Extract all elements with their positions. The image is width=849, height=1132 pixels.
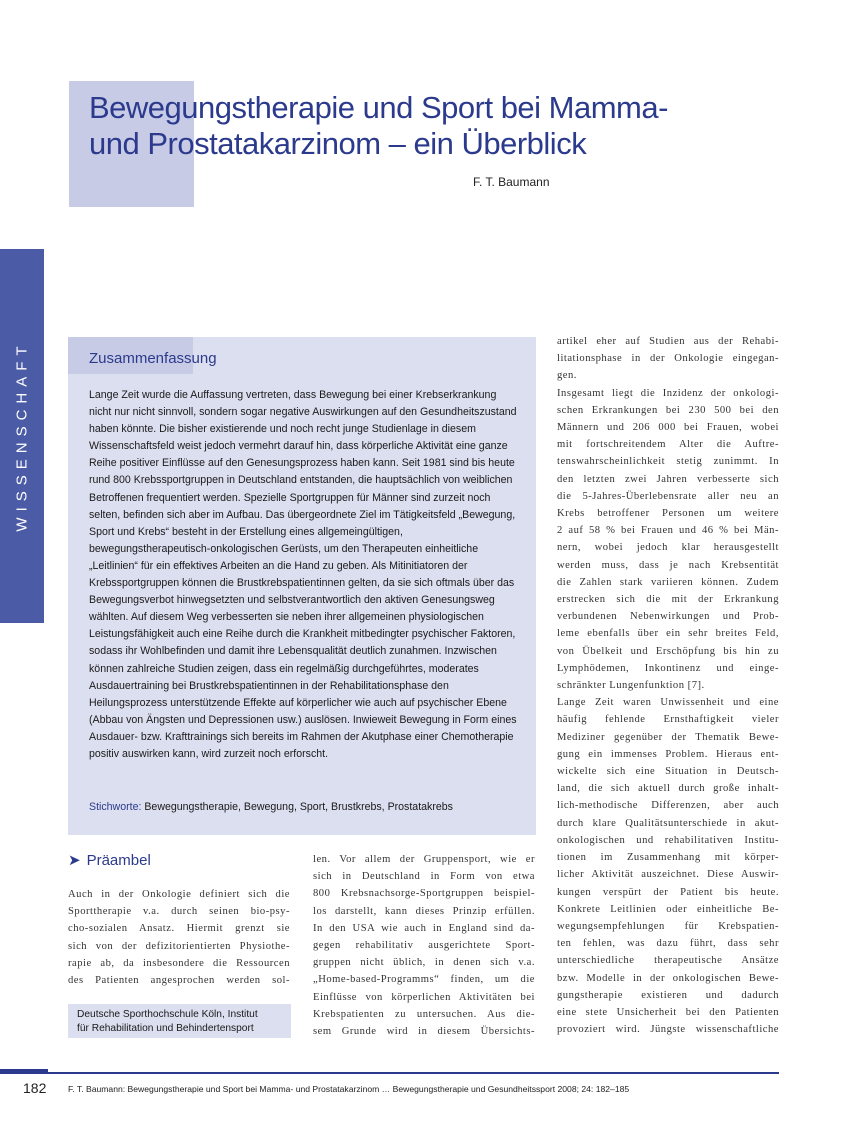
body-line: land, die sich aktuell durch große inhalt- — [557, 783, 779, 795]
body-line: von Übelkeit und Erschöpfung bis hin zu — [557, 645, 779, 657]
body-line: des Patienten angesprochen werden sol- — [68, 975, 290, 987]
keywords-list: Bewegungstherapie, Bewegung, Sport, Brustkrebs, Prostatakrebs — [144, 801, 453, 813]
affiliation-line-1: Deutsche Sporthochschule Köln, Institut — [77, 1009, 258, 1020]
body-line: wickelte sich eine Situation in Deutsch- — [557, 766, 779, 778]
body-line: Krebs betroffener Personen um weitere — [557, 508, 779, 520]
body-line: eine stete Unsicherheit bei den Patienten — [557, 1006, 779, 1018]
body-line: Konkrete Leitlinien oder einheitliche Be- — [557, 903, 779, 915]
body-line: bzw. Modelle in der onkologischen Bewe- — [557, 972, 779, 984]
body-line: wegungsempfehlungen für Krebspatien- — [557, 920, 779, 932]
body-line: schen Erkrankungen bei 230 500 bei den — [557, 404, 779, 416]
body-line: 800 Krebsnachsorge-Sportgruppen beispiel- — [313, 888, 535, 900]
body-line: In den USA wie auch in England sind da- — [313, 922, 535, 934]
body-line: tionen im Zusammenhang mit körper- — [557, 852, 779, 864]
body-line: den letzten zwei Jahren verbesserte sich — [557, 473, 779, 485]
body-line: onkologischen und rehabilitativen Institu- — [557, 834, 779, 846]
body-line: gungstherapie existieren und dadurch — [557, 989, 779, 1001]
body-line: tenswahrscheinlichkeit stetig zunimmt. In — [557, 456, 779, 468]
body-line: litationsphase in der Onkologie eingegan- — [557, 353, 779, 365]
body-line: Lange Zeit waren Unwissenheit und eine — [557, 697, 779, 709]
body-line: Einflüsse von körperlichen Aktivitäten bei — [313, 991, 535, 1003]
body-line: häufig fehlende Ernsthaftigkeit vieler — [557, 714, 779, 726]
title-line-2: und Prostatakarzinom – ein Überblick — [89, 126, 587, 161]
affiliation — [77, 1008, 287, 1035]
body-line: durch klare Qualitätsunterschiede in akut- — [557, 817, 779, 829]
body-line: rapie ab, da insbesondere die Ressourcen — [68, 957, 290, 969]
body-line: len. Vor allem der Gruppensport, wie er — [313, 854, 535, 865]
body-line: ten fehlen, was dazu führt, dass sehr — [557, 938, 779, 950]
footer-rule — [0, 1072, 779, 1074]
body-line: gruppen nicht üblich, in denen sich v.a. — [313, 957, 535, 969]
page-number: 182 — [23, 1080, 47, 1096]
body-line: Insgesamt liegt die Inzidenz der onkologi- — [557, 387, 779, 399]
body-line: 2 auf 58 % bei Frauen und 46 % bei Män- — [557, 525, 779, 537]
keywords-label: Stichworte: — [89, 801, 142, 813]
body-line: nern, wobei jedoch klar herausgestellt — [557, 542, 779, 554]
body-line: die Zahlen stark variieren können. Zudem — [557, 576, 779, 588]
body-line: gen. — [557, 370, 577, 382]
article-title — [89, 90, 789, 162]
body-line: „Home-based-Programms“ finden, um die — [313, 974, 535, 986]
arrow-right-icon: ➤ — [68, 852, 81, 869]
body-line: verbundenen Nebenwirkungen und Prob- — [557, 611, 779, 623]
body-column-1 — [68, 886, 290, 989]
body-line: sich in Deutschland in Form von etwa — [313, 871, 535, 883]
body-line: cho-sozialen Ansatz. Hiermit grenzt sie — [68, 923, 290, 935]
abstract-body: Lange Zeit wurde die Auffassung vertreten, dass Bewegung bei einer Krebserkrankung nicht nur nicht sinnvoll, sondern sogar negative Auswirkungen auf den Gesundheitszustand haben könnte. Die bisher existierende und noch recht junge Studienlage in diesem Wissenschaftsfeld weist jedoch vermehrt darauf hin, dass körperliche Aktivität eine ganze Reihe positiver Einflüsse auf den Genesungsprozess haben kann. Seit 1981 sind bis heute rund 800 Krebssportgruppen in Deutschland entstanden, die hauptsächlich von weiblichen Betroffenen frequentiert werden. Spezielle Sportgruppen für Männer sind zurzeit noch selten, befinden sich aber im Aufbau. Das übergeordnete Ziel im Tätigkeitsfeld „Bewegung, Sport und Krebs“ besteht in der Erstellung eines allgemeingültigen, bewegungstherapeutisch-onkologischen Gerüsts, um den Therapeuten einheitliche „Leitlinien“ für ein effektives Arbeiten an die Hand zu geben. Als Mitinitiatoren der Krebssportgruppen können die Brustkrebspatientinnen gelten, da sie sich oftmals über das Bewegungsverbot hinwegsetzten und selbstverantwortlich den aktiven Genesungsweg wählten. Auf diesem Weg verbesserten sie neben ihrer allgemeinen physiologischen Leistungsfähigkeit auch eine Reihe durch die Krankheit mitbedingter psychischer Faktoren, sodass ihr Wohlbefinden und damit ihre Lebensqualität deutlich zunahmen. Inzwischen können zahlreiche Studien zeigen, dass ein regelmäßig durchgeführtes, moderates Ausdauertraining bei Brustkrebspatientinnen in der Rehabilitationsphase den Heilungsprozess unterstützende Effekte auf körperlicher wie auch auf psychischer Ebene (Abbau von Ängsten und Depressionen usw.) auslösen. Inwieweit Bewegung in Form eines Ausdauer- bzw. Krafttrainings sich bereits im Rahmen der Akutphase einer Chemotherapie positiv auswirken kann, wird zurzeit noch erforscht. — [89, 389, 517, 760]
section-side-label: WISSENSCHAFT — [13, 340, 31, 532]
body-line: lich-methodische Differenzen, aber auch — [557, 800, 779, 812]
body-line: provoziert wird. Jüngste wissenschaftliche — [557, 1024, 779, 1036]
body-line: leme ebenfalls über ein sehr breites Feld, — [557, 628, 779, 640]
body-line: artikel eher auf Studien aus der Rehabi- — [557, 336, 779, 347]
body-line: werden muss, dass je nach Krebsentität — [557, 559, 779, 571]
body-line: Lymphödemen, Inkontinenz und einge- — [557, 662, 779, 674]
preamble-heading-text: Präambel — [86, 852, 151, 869]
body-line: sich von der defizitorientierten Physiothe- — [68, 940, 290, 952]
body-line: gegen rehabilitativ ausgerichtete Sport- — [313, 940, 535, 952]
body-line: gung ein immenses Problem. Hieraus ent- — [557, 748, 779, 760]
body-line: sem Grunde wird in diesem Übersichts- — [313, 1026, 535, 1038]
article-author: F. T. Baumann — [473, 175, 550, 189]
abstract-heading: Zusammenfassung — [89, 350, 217, 367]
footer-page-tab — [0, 1069, 48, 1074]
body-line: erstrecken sich die mit der Erkrankung — [557, 594, 779, 606]
title-line-1: Bewegungstherapie und Sport bei Mamma- — [89, 90, 668, 125]
body-line: Auch in der Onkologie definiert sich die — [68, 889, 290, 900]
body-line: Sporttherapie v.a. durch seinen bio-psy- — [68, 906, 290, 918]
body-line: schränkter Lungenfunktion [7]. — [557, 680, 705, 692]
footer-citation: F. T. Baumann: Bewegungstherapie und Sport bei Mamma- und Prostatakarzinom … Bewegungstherapie und Gesundheitssport 2008; 24: 182–185 — [68, 1084, 630, 1094]
keywords — [89, 801, 529, 813]
body-column-2 — [313, 851, 535, 1040]
body-line: Krebspatienten zu untersuchen. Aus die- — [313, 1008, 535, 1020]
body-line: mit fortschreitendem Alter die Auftre- — [557, 439, 779, 451]
affiliation-line-2: für Rehabilitation und Behindertensport — [77, 1022, 254, 1034]
body-line: Männern und 206 000 bei Frauen, wobei — [557, 422, 779, 434]
body-line: kungen verspürt der Patient bis heute. — [557, 886, 779, 898]
body-line: los darstellt, kann dieses Prinzip erfüllen. — [313, 905, 535, 917]
body-line: licher Aktivität auszeichnet. Diese Auswir- — [557, 869, 779, 881]
preamble-heading — [68, 851, 151, 869]
body-line: Mediziner gegenüber der Thematik Bewe- — [557, 731, 779, 743]
body-column-3 — [557, 333, 779, 1038]
body-line: die 5-Jahres-Überlebensrate aller neu an — [557, 490, 779, 502]
body-line: unterschiedliche therapeutische Ansätze — [557, 955, 779, 967]
